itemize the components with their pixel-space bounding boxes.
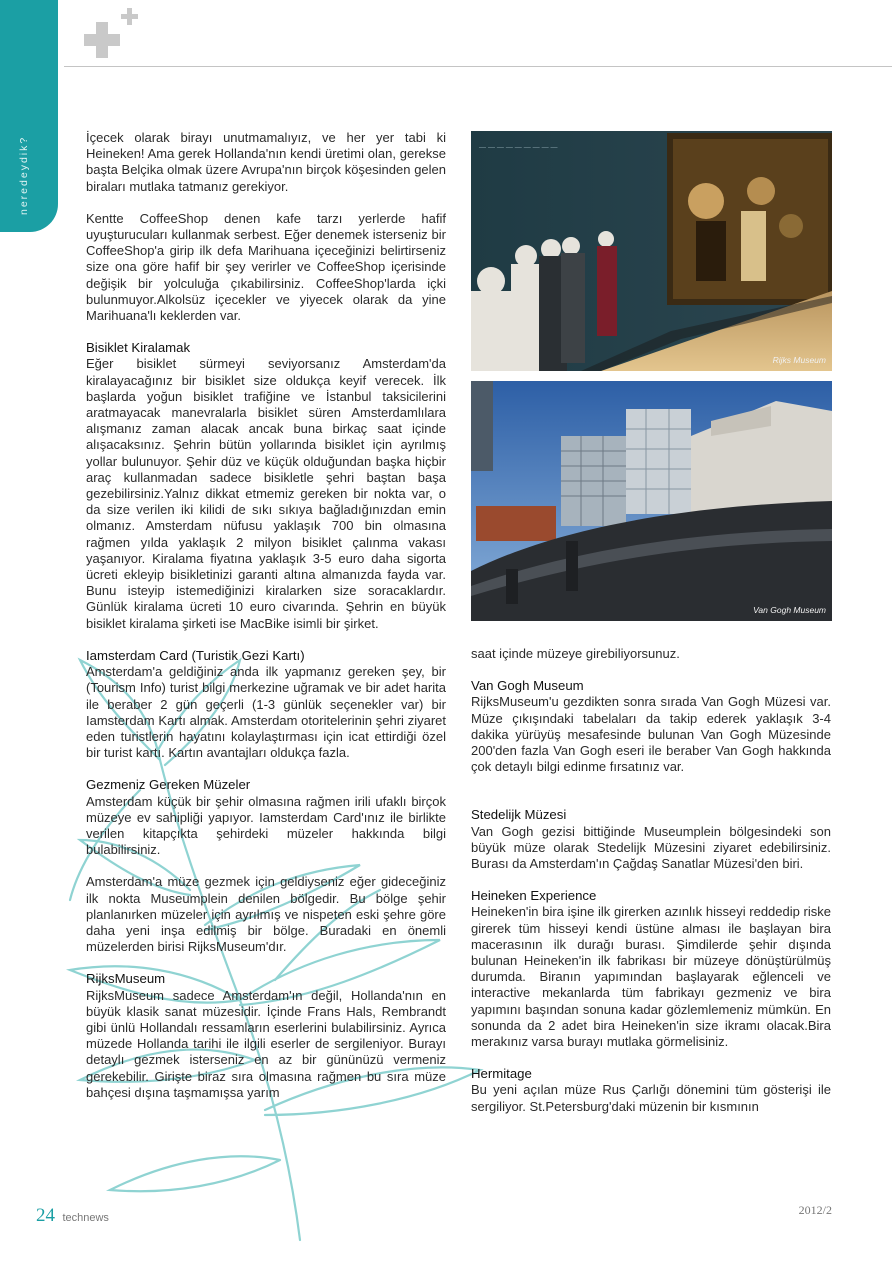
bike-heading: Bisiklet Kiralamak — [86, 340, 191, 356]
intro-paragraph-2: Kentte CoffeeShop denen kafe tarzı yerlerde hafif uyuşturucuları kullanmak serbest. Eğer denemek isterseniz bir CoffeeShop'a girip ilk defa Marihuana içeceğinizi belirtirseniz size ona göre hafif bir şey verirler ve CoffeeShop içerisinde değişik bir yolculuğa çıkabilirsiniz. CoffeeShop'larda içki bulunmuyor.Alkolsüz içecekler ve yiyecek olarak da yine Marihuana'lı keklerden var. — [86, 210, 446, 324]
heineken-heading: Heineken Experience — [471, 888, 597, 904]
rijks-museum-image — [471, 131, 832, 371]
vangogh-heading: Van Gogh Museum — [471, 678, 584, 694]
right-column — [471, 646, 831, 1115]
rijks-photo-caption: Rijks Museum — [772, 355, 826, 365]
rijks-paragraph: RijksMuseum sadece Amsterdam'ın değil, Hollanda'nın en büyük klasik sanat müzesidir. İçinde Frans Hals, Rembrandt gibi ünlü Hollandalı ressamların eserlerini bulabilirsiniz. Ayrıca müzede Hollanda tarihi ile ilgili eserler de sergileniyor. Burayı detaylı gezmek isterseniz en az bir gününüzü vermeniz gerekebilir. Girişte biraz sıra olmasına rağmen bu sıra müze bahçesi dışına taşmamışsa yarım — [86, 987, 446, 1100]
continued-paragraph: saat içinde müzeye girebiliyorsunuz. — [471, 646, 680, 661]
page-number: 24 — [36, 1205, 55, 1226]
museums-paragraph: Amsterdam küçük bir şehir olmasına rağmen irili ufaklı birçok müzeye ev sahipliği yapıyor. Iamsterdam Card'ınız ile birlikte verilen kitapçıkta şehirdeki müzeler hakkında bilgi bulabilirsiniz. — [86, 793, 446, 858]
card-paragraph: Amsterdam'a geldiğiniz anda ilk yapmanız gereken şey, bir (Tourism Info) turist bilgi merkezine uğramak ve bir adet harita ile beraber 2 gün geçerli (1-3 günlük seçenekler var) bir Iamsterdam Kartı almak. Amsterdam otoritelerinin şehri ziyaret eden turistlerin hayatını kolaylaştırması için icat ettirdiği özel bir turist kartı. Kartın avantajları oldukça fazla. — [86, 664, 446, 761]
heineken-paragraph: Heineken'in bira işine ilk girerken azınlık hisseyi reddedip riske girerek tüm hisseyi kendi üstüne alması ile başlayan bira macerasının ilk durağı burası. Şimdilerde şehir dışında bulunan Heineken'in ilk fabrikası bir müzeye dönüştürülmüş durumda. Biranın yapımından başlayarak eğlenceli ve interactive mekanlarda tüm fabrikayı gezmeniz ve bira yapımını başından sonuna kadar gözlemlemeniz mümkün. En sonunda da 2 adet bira Heineken'in size ikramı olacak.Bira merakınız varsa burayı mutlaka görmelisiniz. — [471, 904, 831, 1050]
intro-paragraph-1: İçecek olarak birayı unutmamalıyız, ve her yer tabi ki Heineken! Ama gerek Hollanda'nın kendi üretimi olan, gerekse başta Belçika olmak üzere Avrupa'nın birçok köşesinden gelen biraları mutlaka tatmanız gerekiyor. — [86, 130, 446, 194]
header-rule — [64, 66, 892, 67]
hermitage-paragraph: Bu yeni açılan müze Rus Çarlığı dönemini tüm gösterişi ile sergiliyor. St.Petersburg'daki müzenin bir kısmının — [471, 1082, 831, 1114]
vangogh-paragraph: RijksMuseum'u gezdikten sonra sırada Van Gogh Müzesi var. Müze çıkışındaki tabelaları da takip ederek yaklaşık 3-4 dakika yürüyüş mesafesinde bulunan Van Gogh Müzesinde 200'den fazla Van Gogh eseri ile beraber Van Gogh hakkında çok detaylı bilgi edinme fırsatınız var. — [471, 694, 831, 775]
card-heading: Iamsterdam Card (Turistik Gezi Kartı) — [86, 647, 305, 663]
bike-paragraph: Eğer bisiklet sürmeyi seviyorsanız Amsterdam'da kiralayacağınız bir bisiklet size oldukça keyif verecek. İlk başlarda yoğun bisiklet trafiğine ve İstanbul taksicilerini aratmayacak manevralarla bisiklet süren Amsterdamlılara alışmanız zaman alacak ancak buna birkaç saat içinde alışacaksınız. Şehrin bütün yollarında bisiklet için ayrılmış yollar bulunuyor. Şehir düz ve küçük olduğundan başka hiçbir araç kullanmadan sadece bisikletle şehri baştan başa gezebilirsiniz.Yalnız dikkat etmemiz gereken bir nokta var, o da size verilen iki kilidi de sıkı sıkıya bağladığınızdan emin olmanız. Amsterdam nüfusu yaklaşık 700 bin olmasına rağmen yılda yaklaşık 2 milyon bisiklet çalınma vakası yaşanıyor. Kiralama fiyatına yaklaşık 3-5 euro daha sigorta ücreti ekleyip bisikletinizi garanti altına almanızda fayda var. Bunu isteyip istemediğinizi kiralarken size soracaklardır. Günlük kiralama ücreti 10 euro civarında. Şehrin en büyük bisiklet kiralama şirketi ise MacBike isimli bir şirket. — [86, 356, 446, 631]
stedelijk-paragraph: Van Gogh gezisi bittiğinde Museumplein bölgesindeki son büyük müze olarak Stedelijk Müzesini ziyaret edebilirsiniz. Burası da Amsterdam'ın Çağdaş Sanatlar Müzesi'den biri. — [471, 823, 831, 872]
vangogh-photo-caption: Van Gogh Museum — [753, 605, 826, 615]
svg-text:— — — — — — — — —: — — — — — — — — — — [479, 144, 558, 151]
section-tab — [0, 0, 58, 232]
museums-heading: Gezmeniz Gereken Müzeler — [86, 777, 251, 793]
section-tab-label: neredeydik? — [18, 135, 30, 215]
rijks-museum-photo — [471, 131, 832, 371]
vangogh-museum-image — [471, 381, 832, 621]
issue-number: 2012/2 — [798, 1203, 832, 1217]
hermitage-heading: Hermitage — [471, 1066, 532, 1082]
footer-folio — [36, 1205, 109, 1227]
vangogh-museum-photo — [471, 381, 832, 621]
left-column — [86, 130, 446, 1101]
plus-logo-icon — [82, 6, 144, 60]
museums-paragraph-2: Amsterdam'a müze gezmek için geldiyseniz eğer gideceğiniz ilk nokta Museumplein denilen bölgedir. Bu bölge şehir planlanırken müzeler için ayrılmış ve nispeten eski şehre göre daha yeni inşa edilmiş bir bölge. Buradaki en önemli müzelerden birisi RijksMuseum'dır. — [86, 874, 446, 955]
stedelijk-heading: Stedelijk Müzesi — [471, 807, 567, 823]
rijks-heading: RijksMuseum — [86, 971, 166, 987]
magazine-name: technews — [62, 1212, 109, 1224]
